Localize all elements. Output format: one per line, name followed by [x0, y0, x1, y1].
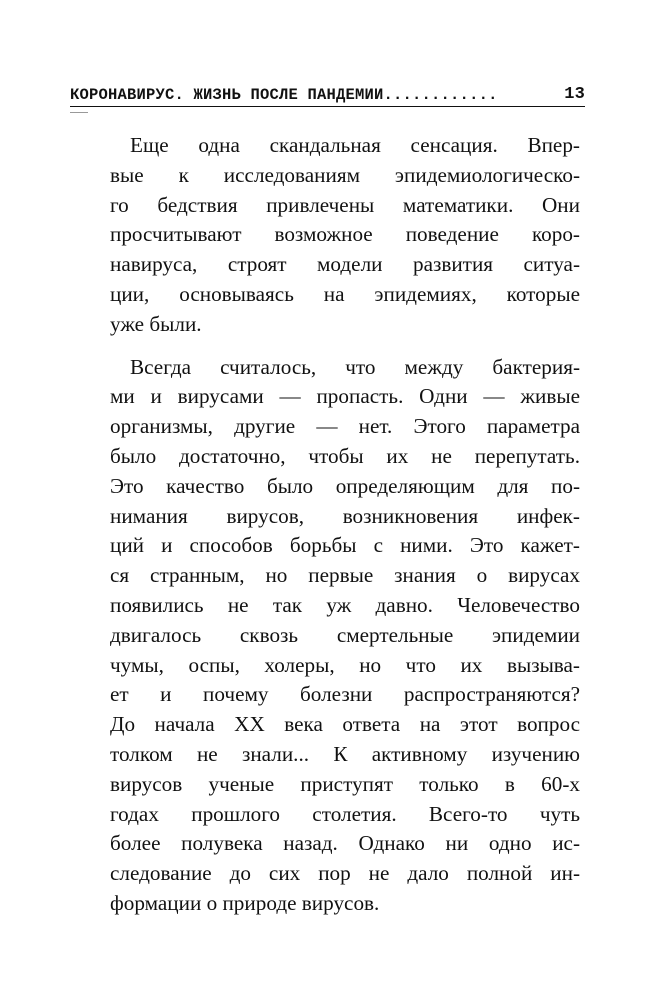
running-header-title: КОРОНАВИРУС. ЖИЗНЬ ПОСЛЕ ПАНДЕМИИ............ [70, 86, 498, 104]
text-line: чумы, оспы, холеры, но что их вызыва- [110, 652, 580, 677]
text-line: навируса, строят модели развития ситуа- [110, 252, 580, 277]
text-line: До начала XX века ответа на этот вопрос [110, 712, 580, 737]
text-line: Это качество было определяющим для по- [110, 473, 580, 498]
text-line: толком не знали... К активному изучению [110, 741, 580, 766]
text-line: формации о природе вирусов. [110, 890, 380, 915]
text-line: следование до сих пор не дало полной ин- [110, 861, 580, 886]
text-line: нимания вирусов, возникновения инфек- [110, 503, 580, 528]
text-line: ций и способов борьбы с ними. Это кажет- [110, 533, 580, 558]
body-text [110, 131, 580, 932]
text-line: более полувека назад. Однако ни одно ис- [110, 831, 580, 856]
text-line: ми и вирусами — пропасть. Одни — живые [110, 384, 580, 409]
text-line: ции, основываясь на эпидемиях, которые [110, 281, 580, 306]
paragraph-2 [110, 353, 580, 919]
text-line: Еще одна скандальная сенсация. Впер- [130, 133, 580, 157]
text-line: годах прошлого столетия. Всего-то чуть [110, 801, 580, 826]
text-line: просчитывают возможное поведение коро- [110, 222, 580, 247]
text-line: появились не так уж давно. Человечество [110, 592, 580, 617]
header-rule-mark [70, 112, 88, 113]
text-line: вые к исследованиям эпидемиологическо- [110, 162, 580, 187]
header-rule [70, 106, 585, 107]
text-line: ся странным, но первые знания о вирусах [110, 563, 580, 588]
text-line: Всегда считалось, что между бактерия- [130, 354, 580, 379]
text-line: вирусов ученые приступят только в 60-х [110, 771, 580, 796]
text-line: уже были. [110, 311, 202, 336]
text-line: ет и почему болезни распространяются? [110, 682, 580, 707]
text-line: го бедствия привлечены математики. Они [110, 192, 580, 217]
page-number: 13 [564, 85, 585, 104]
text-line: двигалось сквозь смертельные эпидемии [110, 622, 580, 647]
running-header [70, 84, 585, 108]
paragraph-1 [110, 131, 580, 340]
text-line: организмы, другие — нет. Этого параметра [110, 414, 580, 439]
text-line: было достаточно, чтобы их не перепутать. [110, 443, 580, 468]
